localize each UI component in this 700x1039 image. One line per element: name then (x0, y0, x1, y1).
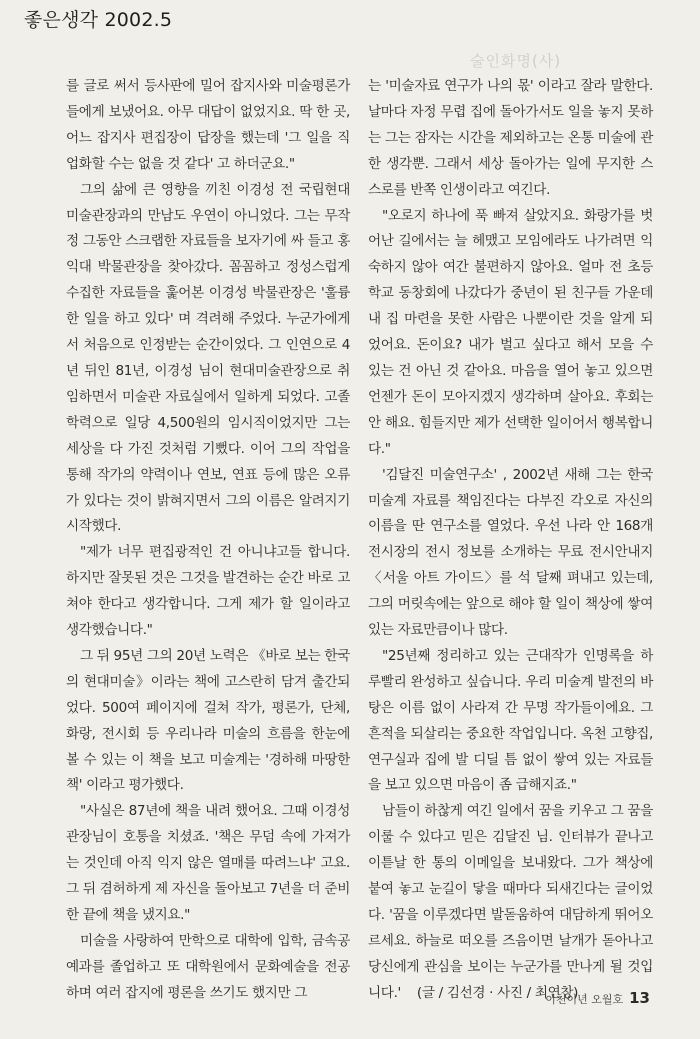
page-number: 13 (629, 989, 650, 1007)
magazine-header: 좋은생각 2002.5 (24, 9, 173, 31)
article-paragraph: "제가 너무 편집광적인 건 아니냐고들 합니다. 하지만 잘못된 것은 그것을 발견하는 순간 바로 고쳐야 한다고 생각합니다. 그게 제가 할 일이라고 생각했습니다." (66, 544, 350, 639)
article-paragraph: "25년째 정리하고 있는 근대작가 인명록을 하루빨리 완성하고 싶습니다. 우리 미술계 발전의 바탕은 이름 없이 사라져 간 무명 작가들이에요. 그 흔적을 되살리는 중요한 작업입니다. 옥천 고향집, 연구실과 집에 발 디딜 틈 없이 쌓여 있는 자료들을 보고 있으면 마음이 좀 급해지죠." (368, 647, 653, 794)
article-paragraph: "사실은 87년에 책을 내려 했어요. 그때 이경성 관장님이 호통을 치셨죠. '책은 무덤 속에 가져가는 것인데 아직 익지 않은 열매를 따려느냐' 고요. 그 뒤 겸허하게 제 자신을 돌아보고 7년을 더 준비한 끝에 책을 냈지요." (66, 803, 350, 923)
page-footer (545, 989, 650, 1007)
article-paragraph-text: 남들이 하찮게 여긴 일에서 꿈을 키우고 그 꿈을 이룰 수 있다고 믿은 김달진 님. 인터뷰가 끝나고 이튿날 한 통의 이메일을 보내왔다. 그가 책상에 붙여 놓고 눈길이 닿을 때마다 되새긴다는 글이었다. '꿈을 이루겠다면 발돋움하여 대담하게 뛰어오르세요. 하늘로 떠오를 즈음이면 날개가 돋아나고 당신에게 관심을 보이는 누군가를 만나게 될 것입니다.' (368, 803, 653, 1001)
article-paragraph: 를 글로 써서 등사판에 밀어 잡지사와 미술평론가들에게 보냈어요. 아무 대답이 없었지요. 딱 한 곳, 어느 잡지사 편집장이 답장을 했는데 '그 일을 직업화할 수는 없을 것 같다' 고 하더군요." (66, 78, 350, 172)
issue-label: 이천이년 오월호 (545, 993, 624, 1006)
article-paragraph: 미술을 사랑하여 만학으로 대학에 입학, 금속공예과를 졸업하고 또 대학원에서 문화예술을 전공하며 여러 잡지에 평론을 쓰기도 했지만 그 (66, 932, 350, 1001)
article-paragraph: 그의 삶에 큰 영향을 끼친 이경성 전 국립현대미술관장과의 만남도 우연이 아니었다. 그는 무작정 그동안 스크랩한 자료들을 보자기에 싸 들고 홍익대 박물관장을 찾아갔다. 꼼꼼하고 정성스럽게 수집한 자료들을 훑어본 이경성 박물관장은 '훌륭한 일을 하고 있다' 며 격려해 주었다. 누군가에게서 처음으로 인정받는 순간이었다. 그 인연으로 4년 뒤인 81년, 이경성 님이 현대미술관장으로 취임하면서 미술관 자료실에서 일하게 되었다. 고졸 학력으로 일당 4,500원의 임시직이었지만 그는 세상을 다 가진 것처럼 기뻤다. 이어 그의 작업을 통해 작가의 약력이나 연보, 연표 등에 많은 오류가 있다는 것이 밝혀지면서 그의 이름은 알려지기 시작했다. (66, 181, 350, 535)
article-right-column (368, 74, 653, 1007)
photo-credit: (글 / 김선경 · 사진 / 최연창) (416, 984, 579, 1001)
article-paragraph: '김달진 미술연구소' , 2002년 새해 그는 한국 미술계 자료를 책임진다는 다부진 각오로 자신의 이름을 딴 연구소를 열었다. 우선 나라 안 168개 전시장의 전시 정보를 소개하는 무료 전시안내지 〈서울 아트 가이드〉를 석 달째 펴내고 있는데, 그의 머릿속에는 앞으로 해야 할 일이 책상에 쌓여 있는 자료만큼이나 많다. (368, 466, 653, 639)
article-paragraph: 그 뒤 95년 그의 20년 노력은 《바로 보는 한국의 현대미술》이라는 책에 고스란히 담겨 출간되었다. 500여 페이지에 걸쳐 작가, 평론가, 단체, 화랑, 전시회 등 우리나라 미술의 흐름을 한눈에 볼 수 있는 이 책을 보고 미술계는 '경하해 마땅한 책' 이라고 평가했다. (66, 647, 350, 794)
article-paragraph-last (368, 799, 653, 1006)
article-left-column (66, 74, 350, 1007)
article-paragraph: "오로지 하나에 푹 빠져 살았지요. 화랑가를 벗어난 길에서는 늘 헤맸고 모임에라도 나가려면 익숙하지 않아 여간 불편하지 않아요. 얼마 전 초등학교 동창회에 나갔다가 중년이 된 친구들 가운데 내 집 마련을 못한 사람은 나뿐이란 것을 알게 되었어요. 돈이요? 내가 벌고 싶다고 해서 모을 수 있는 건 아닌 것 같아요. 마음을 열어 놓고 있으면 언젠가 돈이 모아지겠지 생각하며 살아요. 후회는 안 해요. 힘들지만 제가 선택한 일이어서 행복합니다." (368, 207, 653, 457)
background-show-through-text: 술인화명(사) (470, 52, 562, 70)
article-paragraph: 는 '미술자료 연구가 나의 몫' 이라고 잘라 말한다. 날마다 자정 무렵 집에 돌아가서도 일을 놓지 못하는 그는 잠자는 시간을 제외하고는 온통 미술에 관한 생각뿐. 그래서 세상 돌아가는 일에 무지한 스스로를 반쪽 인생이라고 여긴다. (368, 78, 653, 198)
